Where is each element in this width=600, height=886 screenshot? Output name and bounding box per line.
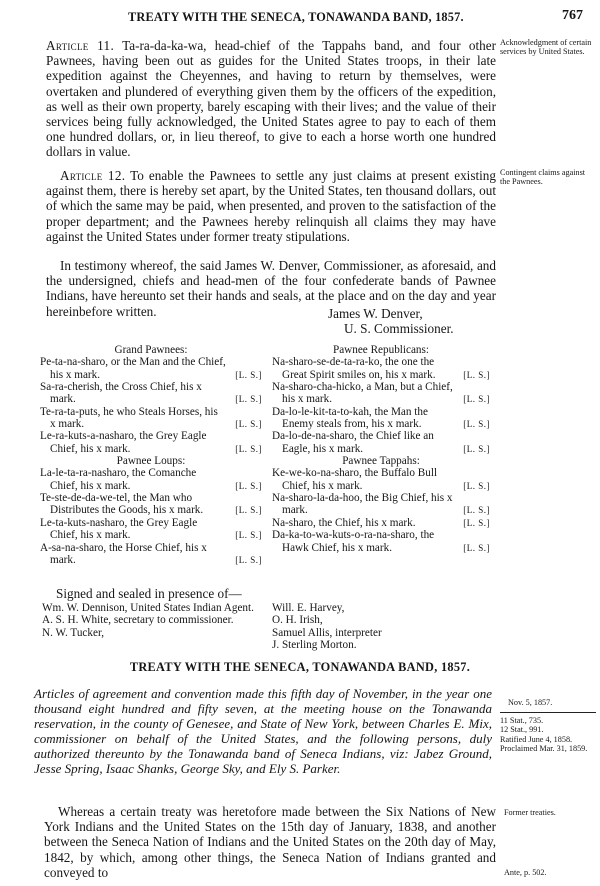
seal-mark: [L. S.]: [235, 505, 262, 516]
article-11-text: Ta-ra-da-ka-wa, head-chief of the Tappahs band, and four other Pawnees, having been out as guides for the United States troops, in their late expedition against the Cheyennes, and having to return by themselves, were overtaken and plundered of everything given them by the officers of the expedition, as well as their own property, barely escaping with their lives; and the value of their services being fully acknowledged, the United States agree to pay to each of them one hundred dollars, or, in lieu thereof, to give to each a horse worth one hundred dollars in value.: [46, 38, 496, 160]
seal-mark: [L. S.]: [235, 443, 262, 454]
article-12-label: Article 12.: [60, 168, 126, 183]
signed-sealed-intro: Signed and sealed in presence of—: [56, 586, 242, 601]
signatory-name: Na-sharo-cha-hicko, a Man, but a Chief, his x mark.: [272, 381, 453, 406]
signatory-name: Na-sharo-se-de-ta-ra-ko, the one the Great Spirit smiles on, his x mark.: [272, 356, 436, 381]
witness-entry: Samuel Allis, interpreter: [272, 626, 382, 639]
treaty-statute-notes: [500, 716, 587, 754]
signatory-entry: [40, 517, 262, 542]
margin-note-ante: Ante, p. 502.: [504, 868, 547, 877]
signatory-name: Ke-we-ko-na-sharo, the Buffalo Bull Chief, his x mark.: [272, 467, 438, 492]
treaty-date-note: Nov. 5, 1857.: [508, 698, 553, 707]
signatories-right-column: [272, 344, 490, 554]
witness-entry: Wm. W. Dennison, United States Indian Agent.: [42, 602, 254, 614]
article-12: [46, 168, 496, 244]
article-11-label: Article 11.: [46, 38, 115, 53]
signatory-name: La-le-ta-ra-nasharo, the Comanche Chief, his x mark.: [40, 467, 197, 492]
signatory-name: Le-ra-kuts-a-nasharo, the Grey Eagle Chief, his x mark.: [40, 430, 207, 455]
article-11: [46, 38, 496, 160]
page-number: 767: [562, 8, 583, 23]
signatory-name: A-sa-na-sharo, the Horse Chief, his x mark.: [40, 541, 207, 566]
witness-entry: J. Sterling Morton.: [272, 639, 357, 652]
running-header: [0, 8, 600, 28]
signatory-group-heading: Pawnee Loups:: [116, 455, 186, 468]
statute-note-line: 12 Stat., 991.: [500, 725, 544, 735]
seal-mark: [L. S.]: [235, 480, 262, 491]
signatory-group-heading: Pawnee Republicans:: [332, 344, 429, 356]
seal-mark: [L. S.]: [463, 419, 490, 430]
signatory-entry: [40, 381, 262, 406]
witnesses-right-column: [272, 602, 482, 652]
signatory-name: Da-lo-le-kit-ta-to-kah, the Man the Enemy steals from, his x mark.: [272, 405, 428, 431]
seal-mark: [L. S.]: [235, 530, 262, 541]
seal-mark: [L. S.]: [463, 480, 490, 491]
signatory-name: Na-sharo-la-da-hoo, the Big Chief, his x mark.: [272, 492, 453, 517]
signatory-group-heading: Pawnee Tappahs:: [342, 455, 420, 468]
commissioner-title: U. S. Commissioner.: [344, 321, 454, 336]
margin-note-acknowledgment: Acknowledgment of certain services by United States.: [500, 38, 592, 57]
witness-entry: Will. E. Harvey,: [272, 602, 345, 614]
signatory-entry: [40, 406, 262, 431]
witnesses-left-column: [42, 602, 264, 639]
witness-entry: A. S. H. White, secretary to commissioner.: [42, 614, 234, 627]
treaty-title: TREATY WITH THE SENECA, TONAWANDA BAND, 1857.: [129, 660, 471, 674]
signatory-entry: [272, 356, 490, 381]
statute-note-line: Proclaimed Mar. 31, 1859.: [500, 744, 588, 754]
signatory-name: Na-sharo, the Chief, his x mark.: [272, 516, 416, 529]
signatory-entry: [272, 529, 490, 554]
signatory-entry: [40, 430, 262, 455]
signatory-name: Da-ka-to-wa-kuts-o-ra-na-sharo, the Hawk Chief, his x mark.: [272, 529, 435, 554]
witness-entry: O. H. Irish,: [272, 614, 323, 627]
signatory-name: Te-ra-ta-puts, he who Steals Horses, his x mark.: [40, 405, 218, 431]
seal-mark: [L. S.]: [463, 542, 490, 553]
commissioner-name: James W. Denver,: [328, 306, 423, 321]
margin-rule: [500, 712, 596, 713]
seal-mark: [L. S.]: [463, 443, 490, 454]
signatory-entry: [272, 381, 490, 406]
seal-mark: [L. S.]: [235, 419, 262, 430]
signatory-name: Le-ta-kuts-nasharo, the Grey Eagle Chief, his x mark.: [40, 516, 198, 542]
witness-entry: N. W. Tucker,: [42, 626, 105, 639]
signatory-entry: [40, 467, 262, 492]
seal-mark: [L. S.]: [235, 394, 262, 405]
margin-note-contingent-claims: Contingent claims against the Pawnees.: [500, 168, 586, 187]
seal-mark: [L. S.]: [463, 505, 490, 516]
testimony-paragraph: In testimony whereof, the said James W. Denver, Commissioner, as aforesaid, and the undersigned, chiefs and head-men of the four confederate bands of Pawnee Indians, have hereunto set their hands and seals, at the place and on the day and year hereinbefore written.: [46, 258, 496, 319]
signatory-name: Te-ste-de-da-we-tel, the Man who Distributes the Goods, his x mark.: [40, 492, 204, 517]
signatory-entry: [272, 517, 490, 529]
seal-mark: [L. S.]: [463, 394, 490, 405]
seal-mark: [L. S.]: [463, 369, 490, 380]
signatory-name: Da-lo-de-na-sharo, the Chief like an Eagle, his x mark.: [272, 430, 434, 455]
running-header-title: TREATY WITH THE SENECA, TONAWANDA BAND, 1857.: [128, 10, 464, 24]
article-12-text: To enable the Pawnees to settle any just claims at present existing against them, there is hereby set apart, by the United States, ten thousand dollars, out of which the same may be paid, when presented, and proven to the satisfaction of the proper department; and the Pawnees hereby relinquish all claims they may have against the United States under former treaty stipulations.: [46, 168, 496, 244]
signatories-left-column: [40, 344, 262, 566]
seal-mark: [L. S.]: [463, 517, 490, 528]
signatory-entry: [272, 406, 490, 431]
signatory-entry: [40, 356, 262, 381]
seal-mark: [L. S.]: [235, 369, 262, 380]
signatory-entry: [272, 467, 490, 492]
statute-note-line: 11 Stat., 735.: [500, 716, 544, 725]
signatory-group-heading: Grand Pawnees:: [114, 344, 188, 356]
signatory-entry: [272, 430, 490, 455]
signatory-entry: [40, 542, 262, 567]
whereas-paragraph: Whereas a certain treaty was heretofore made between the Six Nations of New York Indians and the United States on the 15th day of January, 1838, and another between the Seneca Nation of Indians and the United States on the 20th day of May, 1842, by which, among other things, the Seneca Nation of Indians granted and conveyed to: [44, 804, 496, 880]
signatory-name: Sa-ra-cherish, the Cross Chief, his x mark.: [40, 381, 202, 406]
signatory-entry: [272, 492, 490, 517]
signatory-entry: [40, 492, 262, 517]
signatory-name: Pe-ta-na-sharo, or the Man and the Chief, his x mark.: [40, 356, 226, 381]
statute-note-line: Ratified June 4, 1858.: [500, 734, 573, 744]
treaty-preamble: Articles of agreement and convention made this fifth day of November, in the year one thousand eight hundred and fifty seven, at the meeting house on the Tonawanda reservation, in the county of Genesee, and State of New York, between Charles E. Mix, commissioner on behalf of the United States, and the following persons, duly authorized thereunto by the Tonawanda band of Seneca Indians, viz: Jabez Ground, Jesse Spring, Isaac Shanks, George Sky, and Ely S. Parker.: [34, 686, 492, 777]
margin-note-former-treaties: Former treaties.: [504, 808, 556, 817]
seal-mark: [L. S.]: [235, 554, 262, 565]
